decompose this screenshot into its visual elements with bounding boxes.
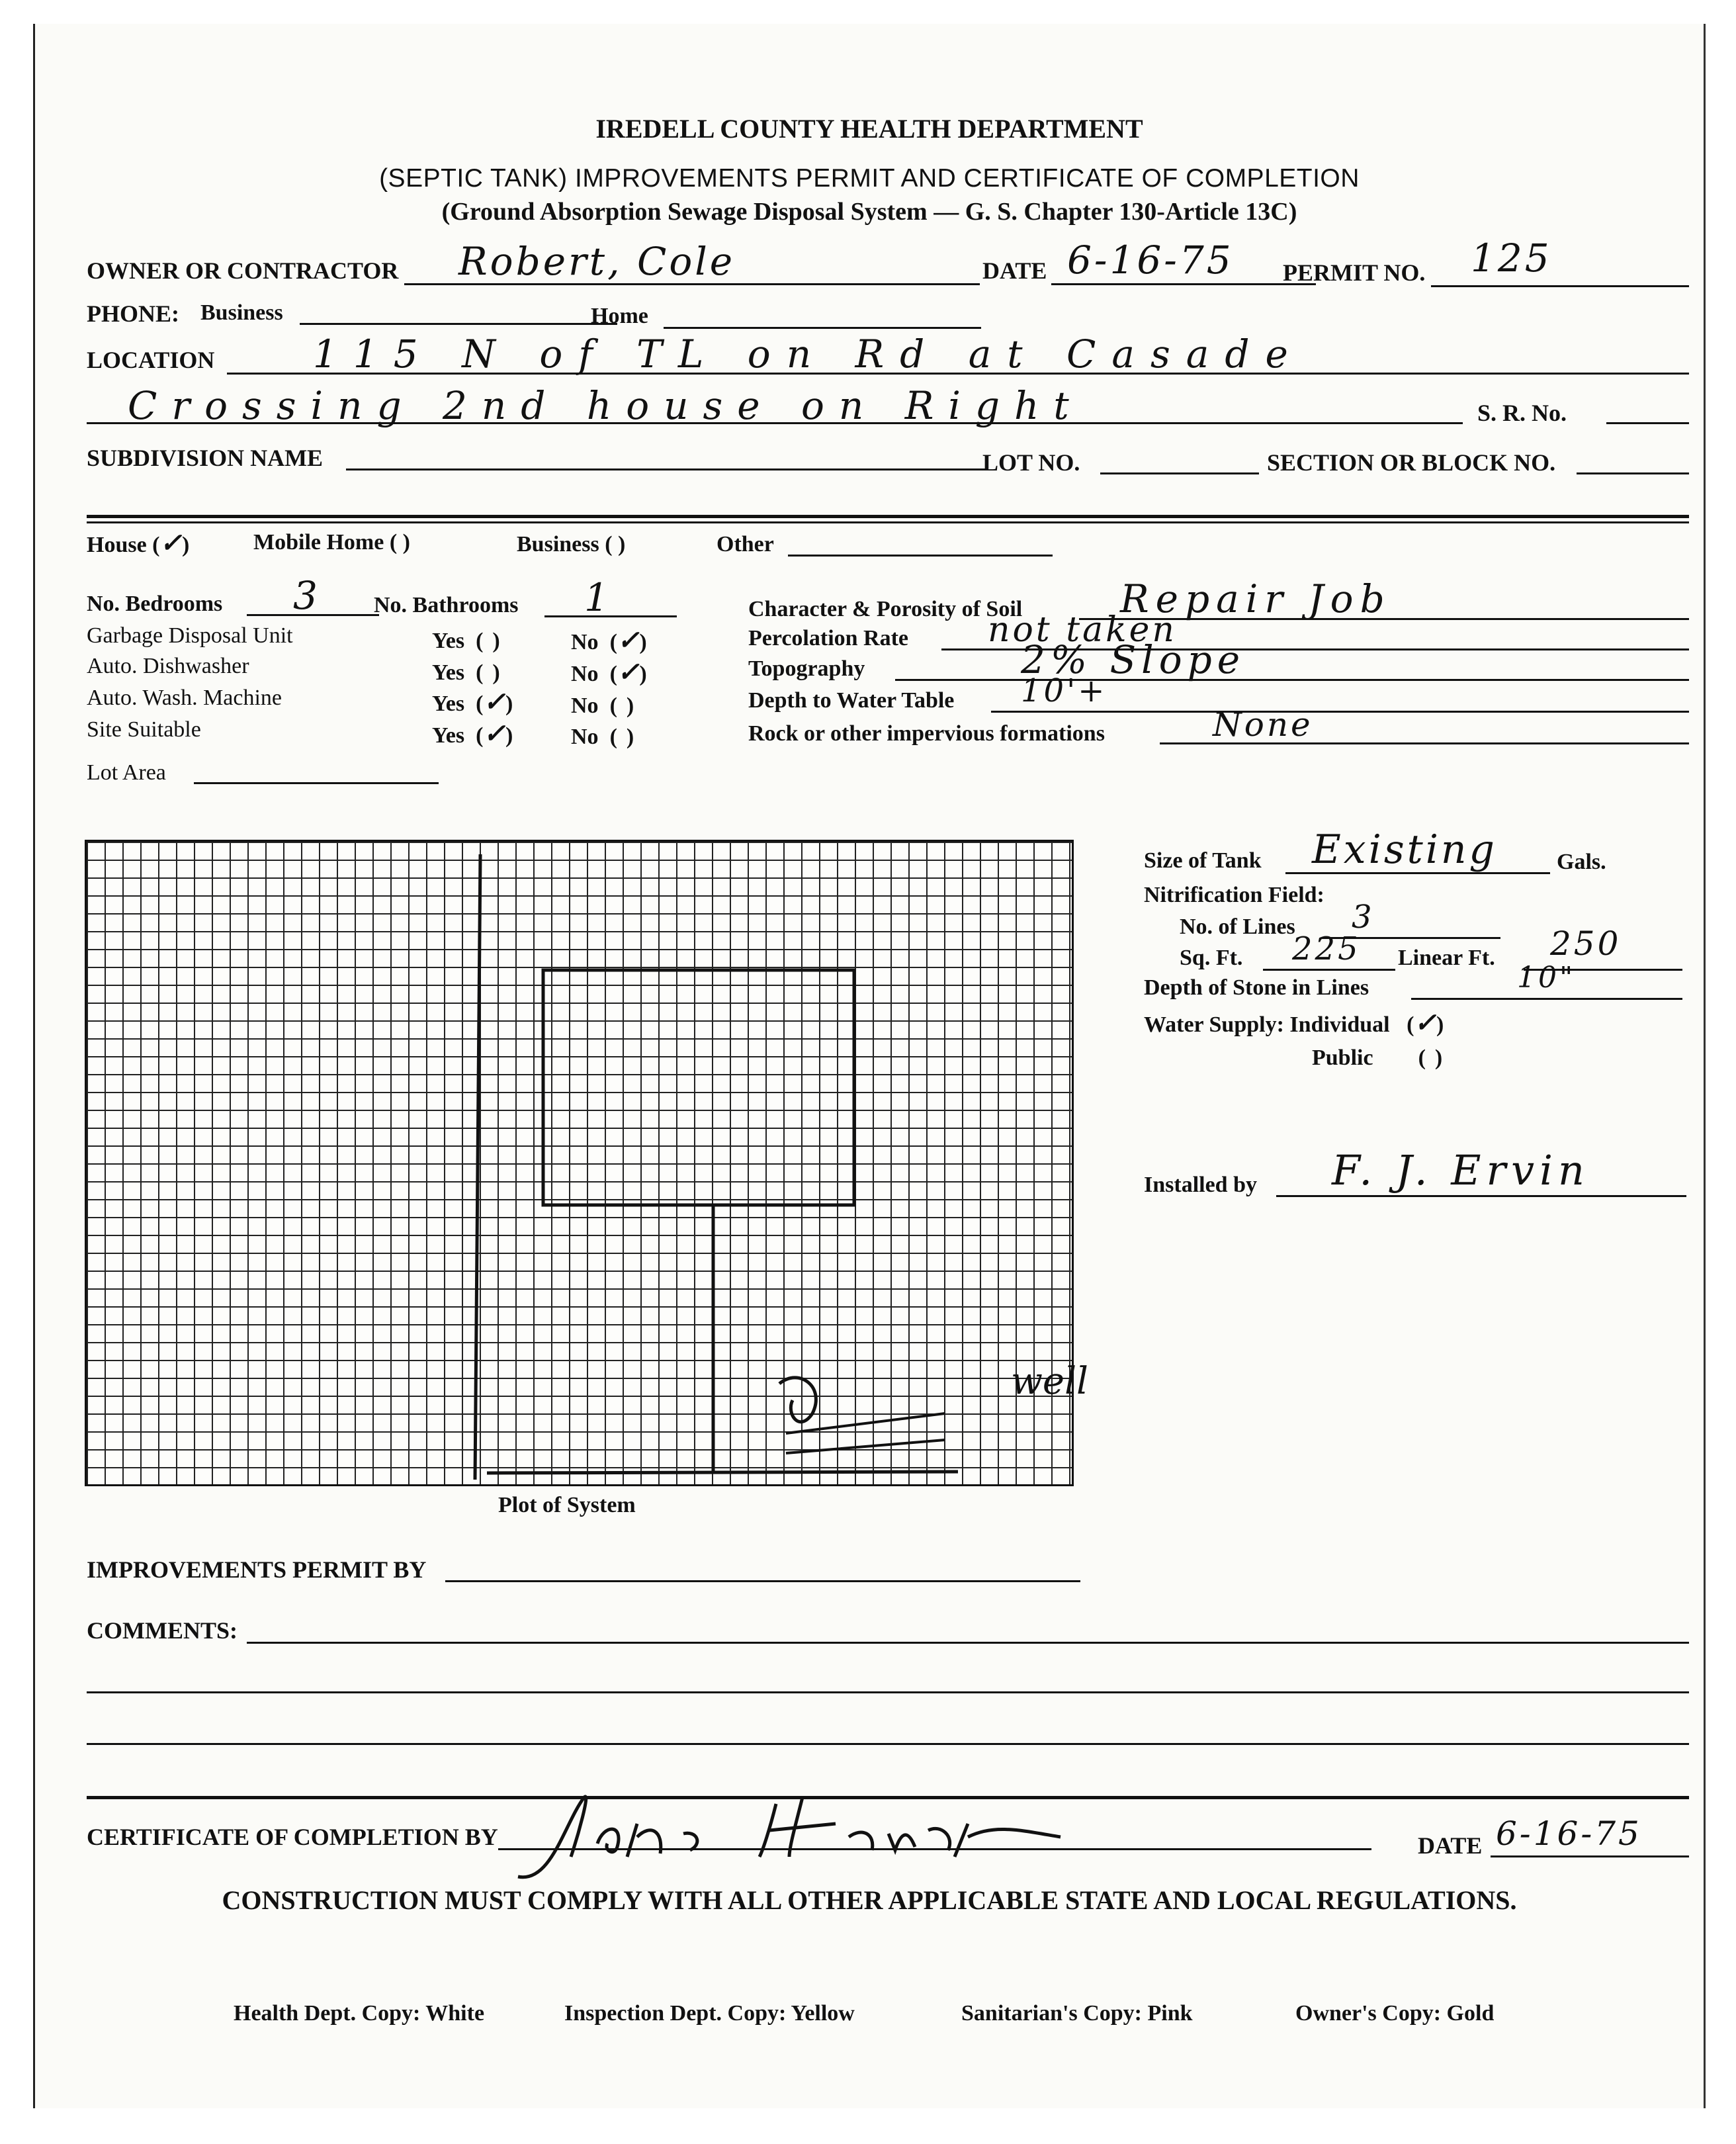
- sketch-field-base: [487, 1472, 958, 1473]
- location-value-1: 115 N of TL on Rd at Casade: [313, 332, 1304, 377]
- business-type-label: Business ( ): [517, 532, 626, 557]
- lot-no-line: [1100, 472, 1259, 474]
- public-check: [1426, 1040, 1435, 1071]
- sqft-label: Sq. Ft.: [1180, 946, 1243, 970]
- section-divider-1: [87, 515, 1689, 518]
- tank-size-label: Size of Tank: [1144, 848, 1262, 873]
- sketch-road-line: [475, 854, 480, 1480]
- date-line: [1051, 283, 1316, 285]
- copy-owner: Owner's Copy: Gold: [1295, 2001, 1495, 2026]
- bathrooms-value: 1: [584, 575, 611, 620]
- copy-health-dept: Health Dept. Copy: White: [234, 2001, 485, 2026]
- section-divider-2: [87, 521, 1689, 523]
- appliance-yes-site: Yes (✓): [432, 718, 513, 749]
- house-label: House (✓): [87, 527, 190, 558]
- plot-caption: Plot of System: [498, 1493, 636, 1517]
- comments-line-1: [247, 1642, 1689, 1644]
- tank-gals-label: Gals.: [1557, 850, 1606, 874]
- owner-value: Robert, Cole: [458, 239, 736, 284]
- soil-label-percolation: Percolation Rate: [748, 626, 909, 650]
- copy-sanitarian: Sanitarian's Copy: Pink: [961, 2001, 1193, 2026]
- phone-label: PHONE:: [87, 300, 179, 327]
- lot-no-label: LOT NO.: [982, 449, 1080, 476]
- soil-value-character: Repair Job: [1120, 576, 1391, 621]
- appliance-label-washer: Auto. Wash. Machine: [87, 686, 282, 710]
- sketch-house-outline: [543, 970, 854, 1205]
- soil-line-topography: [895, 679, 1689, 681]
- house-check: ✓: [159, 527, 183, 558]
- lines-label: No. of Lines: [1180, 915, 1295, 939]
- location-label: LOCATION: [87, 347, 215, 373]
- lines-value: 3: [1352, 899, 1375, 936]
- bedrooms-label: No. Bedrooms: [87, 592, 223, 616]
- date-value: 6-16-75: [1067, 238, 1234, 283]
- stone-depth-label: Depth of Stone in Lines: [1144, 975, 1369, 1000]
- certificate-signature: [492, 1784, 1127, 1890]
- certificate-date-value: 6-16-75: [1496, 1814, 1642, 1853]
- lot-area-line: [194, 782, 439, 784]
- comments-line-2: [87, 1691, 1689, 1693]
- section-line: [1577, 472, 1689, 474]
- lot-area-label: Lot Area: [87, 760, 166, 785]
- soil-value-water-table: 10'+: [1021, 672, 1107, 709]
- sqft-value: 225: [1292, 930, 1361, 967]
- permit-no-label: PERMIT NO.: [1283, 259, 1426, 286]
- subdivision-label: SUBDIVISION NAME: [87, 445, 324, 471]
- water-supply-label: Water Supply: Individual (✓): [1144, 1007, 1444, 1038]
- phone-home-line: [664, 327, 981, 329]
- soil-line-water-table: [991, 711, 1689, 713]
- installed-by-label: Installed by: [1144, 1173, 1257, 1197]
- sqft-line: [1263, 969, 1395, 971]
- stone-depth-line: [1411, 998, 1682, 1000]
- bathrooms-label: No. Bathrooms: [374, 593, 519, 617]
- permit-form: [33, 24, 1706, 2108]
- linear-label: Linear Ft.: [1398, 946, 1495, 970]
- soil-label-topography: Topography: [748, 656, 865, 681]
- form-subtitle: (Ground Absorption Sewage Disposal System — G. S. Chapter 130-Article 13C): [441, 198, 1297, 226]
- sketch-field-lines: [786, 1413, 945, 1453]
- installed-by-line: [1276, 1195, 1686, 1197]
- other-label: Other: [716, 532, 774, 557]
- comments-label: COMMENTS:: [87, 1617, 238, 1644]
- soil-value-topography: 2% Slope: [1021, 637, 1246, 682]
- sr-no-label: S. R. No.: [1477, 400, 1567, 426]
- department-heading: IREDELL COUNTY HEALTH DEPARTMENT: [595, 114, 1143, 144]
- soil-label-rock: Rock or other impervious formations: [748, 721, 1105, 746]
- well-label: well: [1011, 1360, 1088, 1403]
- date-label: DATE: [982, 257, 1047, 284]
- appliance-label-site: Site Suitable: [87, 717, 201, 742]
- permit-no-value: 125: [1471, 236, 1552, 281]
- phone-business-line: [300, 323, 617, 325]
- appliance-no-washer: No ( ): [571, 693, 634, 718]
- installed-by-value: F. J. Ervin: [1332, 1146, 1590, 1194]
- other-line: [788, 555, 1053, 557]
- subdivision-line: [346, 469, 988, 470]
- bedrooms-value: 3: [293, 573, 320, 618]
- soil-label-character: Character & Porosity of Soil: [748, 597, 1023, 621]
- mobile-home-label: Mobile Home ( ): [253, 530, 410, 555]
- appliance-label-dishwasher: Auto. Dishwasher: [87, 654, 249, 678]
- individual-check: ✓: [1414, 1007, 1436, 1038]
- improvements-permit-label: IMPROVEMENTS PERMIT BY: [87, 1556, 427, 1583]
- certificate-label: CERTIFICATE OF COMPLETION BY: [87, 1824, 498, 1850]
- location-value-2: Crossing 2nd house on Right: [128, 383, 1084, 428]
- appliance-yes-washer: Yes (✓): [432, 686, 513, 717]
- copy-inspection-dept: Inspection Dept. Copy: Yellow: [564, 2001, 855, 2026]
- form-title: (SEPTIC TANK) IMPROVEMENTS PERMIT AND CERTIFICATE OF COMPLETION: [379, 164, 1360, 193]
- soil-value-rock: None: [1213, 705, 1313, 744]
- nitrification-label: Nitrification Field:: [1144, 883, 1324, 907]
- soil-label-water-table: Depth to Water Table: [748, 688, 955, 713]
- sketch-well-mark: [779, 1378, 816, 1422]
- appliance-yes-dishwasher: Yes ( ): [432, 660, 500, 685]
- soil-value-percolation: not taken: [988, 610, 1177, 650]
- tank-size-value: Existing: [1312, 826, 1497, 873]
- stone-depth-value: 10": [1517, 961, 1576, 995]
- owner-label: OWNER OR CONTRACTOR: [87, 257, 399, 284]
- certificate-date-line: [1491, 1855, 1689, 1857]
- sr-no-line: [1606, 422, 1689, 424]
- section-label: SECTION OR BLOCK NO.: [1267, 449, 1556, 476]
- certificate-date-label: DATE: [1418, 1832, 1483, 1859]
- linear-value: 250: [1550, 924, 1622, 963]
- improvements-permit-line: [445, 1580, 1080, 1582]
- appliance-no-dishwasher: No (✓): [571, 656, 647, 688]
- public-label: Public ( ): [1312, 1043, 1442, 1069]
- comments-line-3: [87, 1743, 1689, 1745]
- phone-business-label: Business: [200, 300, 283, 325]
- phone-home-label: Home: [591, 304, 648, 328]
- permit-no-line: [1431, 285, 1689, 287]
- plot-sketch: [85, 818, 1209, 1493]
- appliance-yes-garbage: Yes ( ): [432, 629, 500, 653]
- appliance-no-site: No ( ): [571, 725, 634, 749]
- appliance-label-garbage: Garbage Disposal Unit: [87, 623, 293, 648]
- appliance-no-garbage: No (✓): [571, 625, 647, 656]
- compliance-notice: CONSTRUCTION MUST COMPLY WITH ALL OTHER APPLICABLE STATE AND LOCAL REGULATIONS.: [222, 1885, 1517, 1915]
